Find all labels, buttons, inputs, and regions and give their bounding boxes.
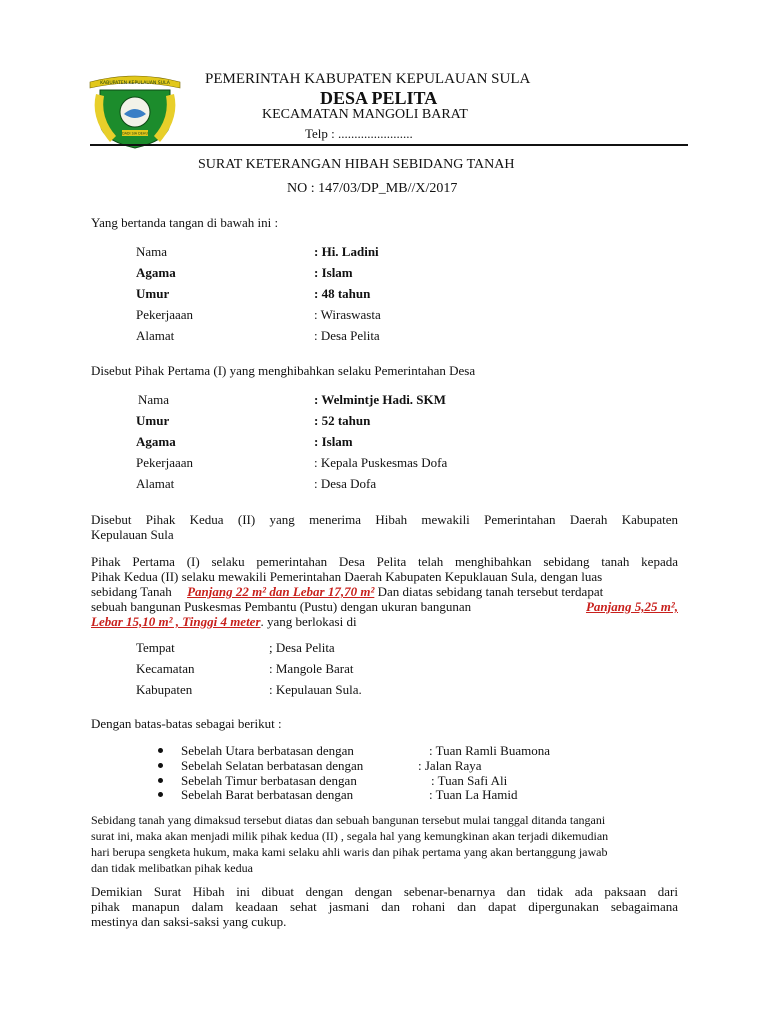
- logo-motto: DADI SIA DEHU: [122, 131, 148, 136]
- closing-line3: mestinya dan saksi-saksi yang cukup.: [91, 914, 287, 929]
- statement-line1: Sebidang tanah yang dimaksud tersebut diatas dan sebuah bangunan tersebut mulai tanggal ditanda tangani: [91, 813, 606, 827]
- location-regency-value: : Kepulauan Sula.: [269, 682, 362, 697]
- location-district-value: : Mangole Barat: [269, 661, 354, 676]
- party1-address-value: : Desa Pelita: [314, 328, 380, 343]
- party2-religion-value: : Islam: [314, 434, 353, 449]
- paragraph-line1: Pihak Pertama (I) selaku pemerintahan Desa Pelita telah menghibahkan sebidang tanah kepada: [91, 554, 678, 569]
- border-north-label: Sebelah Utara berbatasan dengan: [181, 743, 354, 758]
- closing-line1: Demikian Surat Hibah ini dibuat dengan dengan sebenar-benarnya dan tidak ada paksaan dari: [91, 884, 678, 899]
- location-place-value: ; Desa Pelita: [269, 640, 335, 655]
- party2-caption-line2: Kepulauan Sula: [91, 527, 174, 542]
- party2-name-label: Nama: [138, 392, 170, 407]
- party2-age-value: : 52 tahun: [314, 413, 371, 428]
- party1-occupation-value: : Wiraswasta: [314, 307, 381, 322]
- bullet: [158, 763, 163, 768]
- border-south-value: : Jalan Raya: [418, 758, 482, 773]
- paragraph-line5: [91, 614, 357, 629]
- logo-banner-text: KABUPATEN KEPULAUAN SULA: [100, 81, 170, 86]
- statement-line4: dan tidak melibatkan pihak kedua: [91, 861, 253, 875]
- border-south-label: Sebelah Selatan berbatasan dengan: [181, 758, 364, 773]
- party1-occupation-label: Pekerjaaan: [136, 307, 194, 322]
- paragraph-line2: Pihak Kedua (II) selaku mewakili Pemerintahan Daerah Kabupaten Kepuklauan Sula, dengan luas: [91, 569, 603, 584]
- header-district: KECAMATAN MANGOLI BARAT: [262, 107, 468, 122]
- header-rule: [90, 144, 688, 146]
- party1-age-value: : 48 tahun: [314, 286, 371, 301]
- party1-religion-label: Agama: [136, 265, 176, 280]
- land-dimensions: Panjang 22 m² dan Lebar 17,70 m²: [187, 584, 375, 599]
- party1-age-label: Umur: [136, 286, 170, 301]
- statement-line2: surat ini, maka akan menjadi milik pihak kedua (II) , segala hal yang kemungkinan akan terjadi dikemudian: [91, 829, 609, 843]
- party1-caption: Disebut Pihak Pertama (I) yang menghibahkan selaku Pemerintahan Desa: [91, 363, 476, 378]
- border-west-value: : Tuan La Hamid: [429, 787, 518, 802]
- location-regency-label: Kabupaten: [136, 682, 193, 697]
- border-east-label: Sebelah Timur berbatasan dengan: [181, 773, 357, 788]
- intro-text: Yang bertanda tangan di bawah ini :: [91, 215, 279, 230]
- bullet: [158, 748, 163, 753]
- party1-religion-value: : Islam: [314, 265, 353, 280]
- party2-occupation-value: : Kepala Puskesmas Dofa: [314, 455, 448, 470]
- bullet: [158, 778, 163, 783]
- party2-name-value: : Welmintje Hadi. SKM: [314, 392, 446, 407]
- border-north-value: : Tuan Ramli Buamona: [429, 743, 550, 758]
- bullet: [158, 792, 163, 797]
- border-east-value: : Tuan Safi Ali: [431, 773, 508, 788]
- building-length: Panjang 5,25 m²,: [585, 599, 678, 614]
- party2-caption-line1: Disebut Pihak Kedua (II) yang menerima Hibah mewakili Pemerintahan Daerah Kabupaten: [91, 512, 678, 527]
- party2-age-label: Umur: [136, 413, 170, 428]
- party2-religion-label: Agama: [136, 434, 176, 449]
- party1-address-label: Alamat: [136, 328, 175, 343]
- location-place-label: Tempat: [136, 640, 175, 655]
- borders-intro: Dengan batas-batas sebagai berikut :: [91, 716, 282, 731]
- paragraph-line5-end: . yang berlokasi di: [260, 614, 357, 629]
- closing-line2: pihak manapun dalam keadaan sehat jasmani dan rohani dan dapat dipergunakan sebagaimana: [91, 899, 678, 914]
- paragraph-line3-end: Dan diatas sebidang tanah tersebut terdapat: [377, 584, 604, 599]
- paragraph-line4-start: sebuah bangunan Puskesmas Pembantu (Pustu) dengan ukuran bangunan: [91, 599, 472, 614]
- header-village-name: DESA PELITA: [320, 88, 438, 108]
- party1-name-value: : Hi. Ladini: [314, 244, 379, 259]
- letter-title: SURAT KETERANGAN HIBAH SEBIDANG TANAH: [198, 157, 515, 172]
- regency-crest-logo: [86, 70, 184, 150]
- party2-occupation-label: Pekerjaaan: [136, 455, 194, 470]
- border-west-label: Sebelah Barat berbatasan dengan: [181, 787, 354, 802]
- header-telp: Telp : .......................: [305, 126, 413, 141]
- paragraph-line4: [91, 599, 678, 614]
- header-government: PEMERINTAH KABUPATEN KEPULAUAN SULA: [205, 71, 531, 87]
- location-district-label: Kecamatan: [136, 661, 195, 676]
- paragraph-line3-start: sebidang Tanah: [91, 584, 172, 599]
- statement-line3: hari berupa sengketa hukum, maka kami selaku ahli waris dan pihak pertama yang akan bertanggung jawab: [91, 845, 608, 859]
- party2-address-label: Alamat: [136, 476, 175, 491]
- paragraph-line3: [91, 584, 603, 599]
- party1-name-label: Nama: [136, 244, 168, 259]
- party2-address-value: : Desa Dofa: [314, 476, 377, 491]
- building-width-height: Lebar 15,10 m² , Tinggi 4 meter: [91, 614, 261, 629]
- letter-number: NO : 147/03/DP_MB//X/2017: [287, 181, 458, 196]
